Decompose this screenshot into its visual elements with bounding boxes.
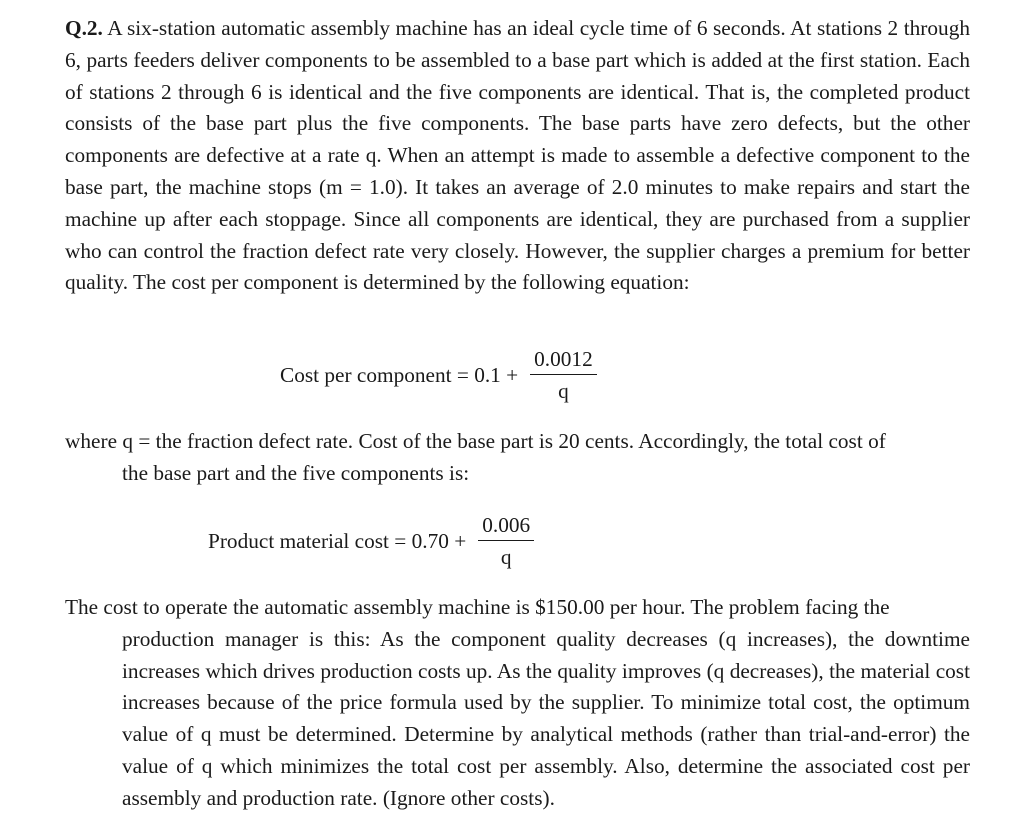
paragraph-first-line: The cost to operate the automatic assembly machine is $150.00 per hour. The problem facing the (65, 595, 890, 619)
fraction-numerator: 0.006 (478, 513, 534, 541)
equation-fraction (478, 513, 534, 569)
equation-fraction (530, 347, 597, 403)
paragraph-continuation: production manager is this: As the component quality decreases (q increases), the downtime increases which drives production costs up. As the quality improves (q decreases), the material cost increases because of the price formula used by the supplier. To minimize total cost, the optimum value of q must be determined. Determine by analytical methods (rather than trial-and-error) the value of q which minimizes the total cost per assembly. Also, determine the associated cost per assembly and production rate. (Ignore other costs). (122, 626, 970, 810)
question-label: Q.2. (65, 16, 103, 40)
paragraph-continuation: the base part and the five components is: (122, 460, 470, 485)
cost-per-component-equation (280, 343, 597, 407)
fraction-numerator: 0.0012 (530, 347, 597, 375)
operating-cost-paragraph (65, 592, 970, 815)
fraction-denominator: q (500, 545, 512, 569)
fraction-denominator: q (558, 379, 569, 403)
equation-lhs: Cost per component = 0.1 + (280, 362, 519, 387)
question-paragraph (65, 13, 970, 299)
product-material-cost-equation (208, 509, 534, 573)
equation-lhs: Product material cost = 0.70 + (208, 528, 467, 553)
paragraph-first-line: where q = the fraction defect rate. Cost of the base part is 20 cents. Accordingly, the total cost of (65, 429, 886, 453)
base-part-paragraph (65, 426, 970, 490)
question-intro-text: A six-station automatic assembly machine has an ideal cycle time of 6 seconds. At stations 2 through 6, parts feeders deliver components to be assembled to a base part which is added at the first station. Each of stations 2 through 6 is identical and the five components are identical. That is, the completed product consists of the base part plus the five components. The base parts have zero defects, but the other components are defective at a rate q. When an attempt is made to assemble a defective component to the base part, the machine stops (m = 1.0). It takes an average of 2.0 minutes to make repairs and start the machine up after each stoppage. Since all components are identical, they are purchased from a supplier who can control the fraction defect rate very closely. However, the supplier charges a premium for better quality. The cost per component is determined by the following equation: (65, 16, 970, 295)
